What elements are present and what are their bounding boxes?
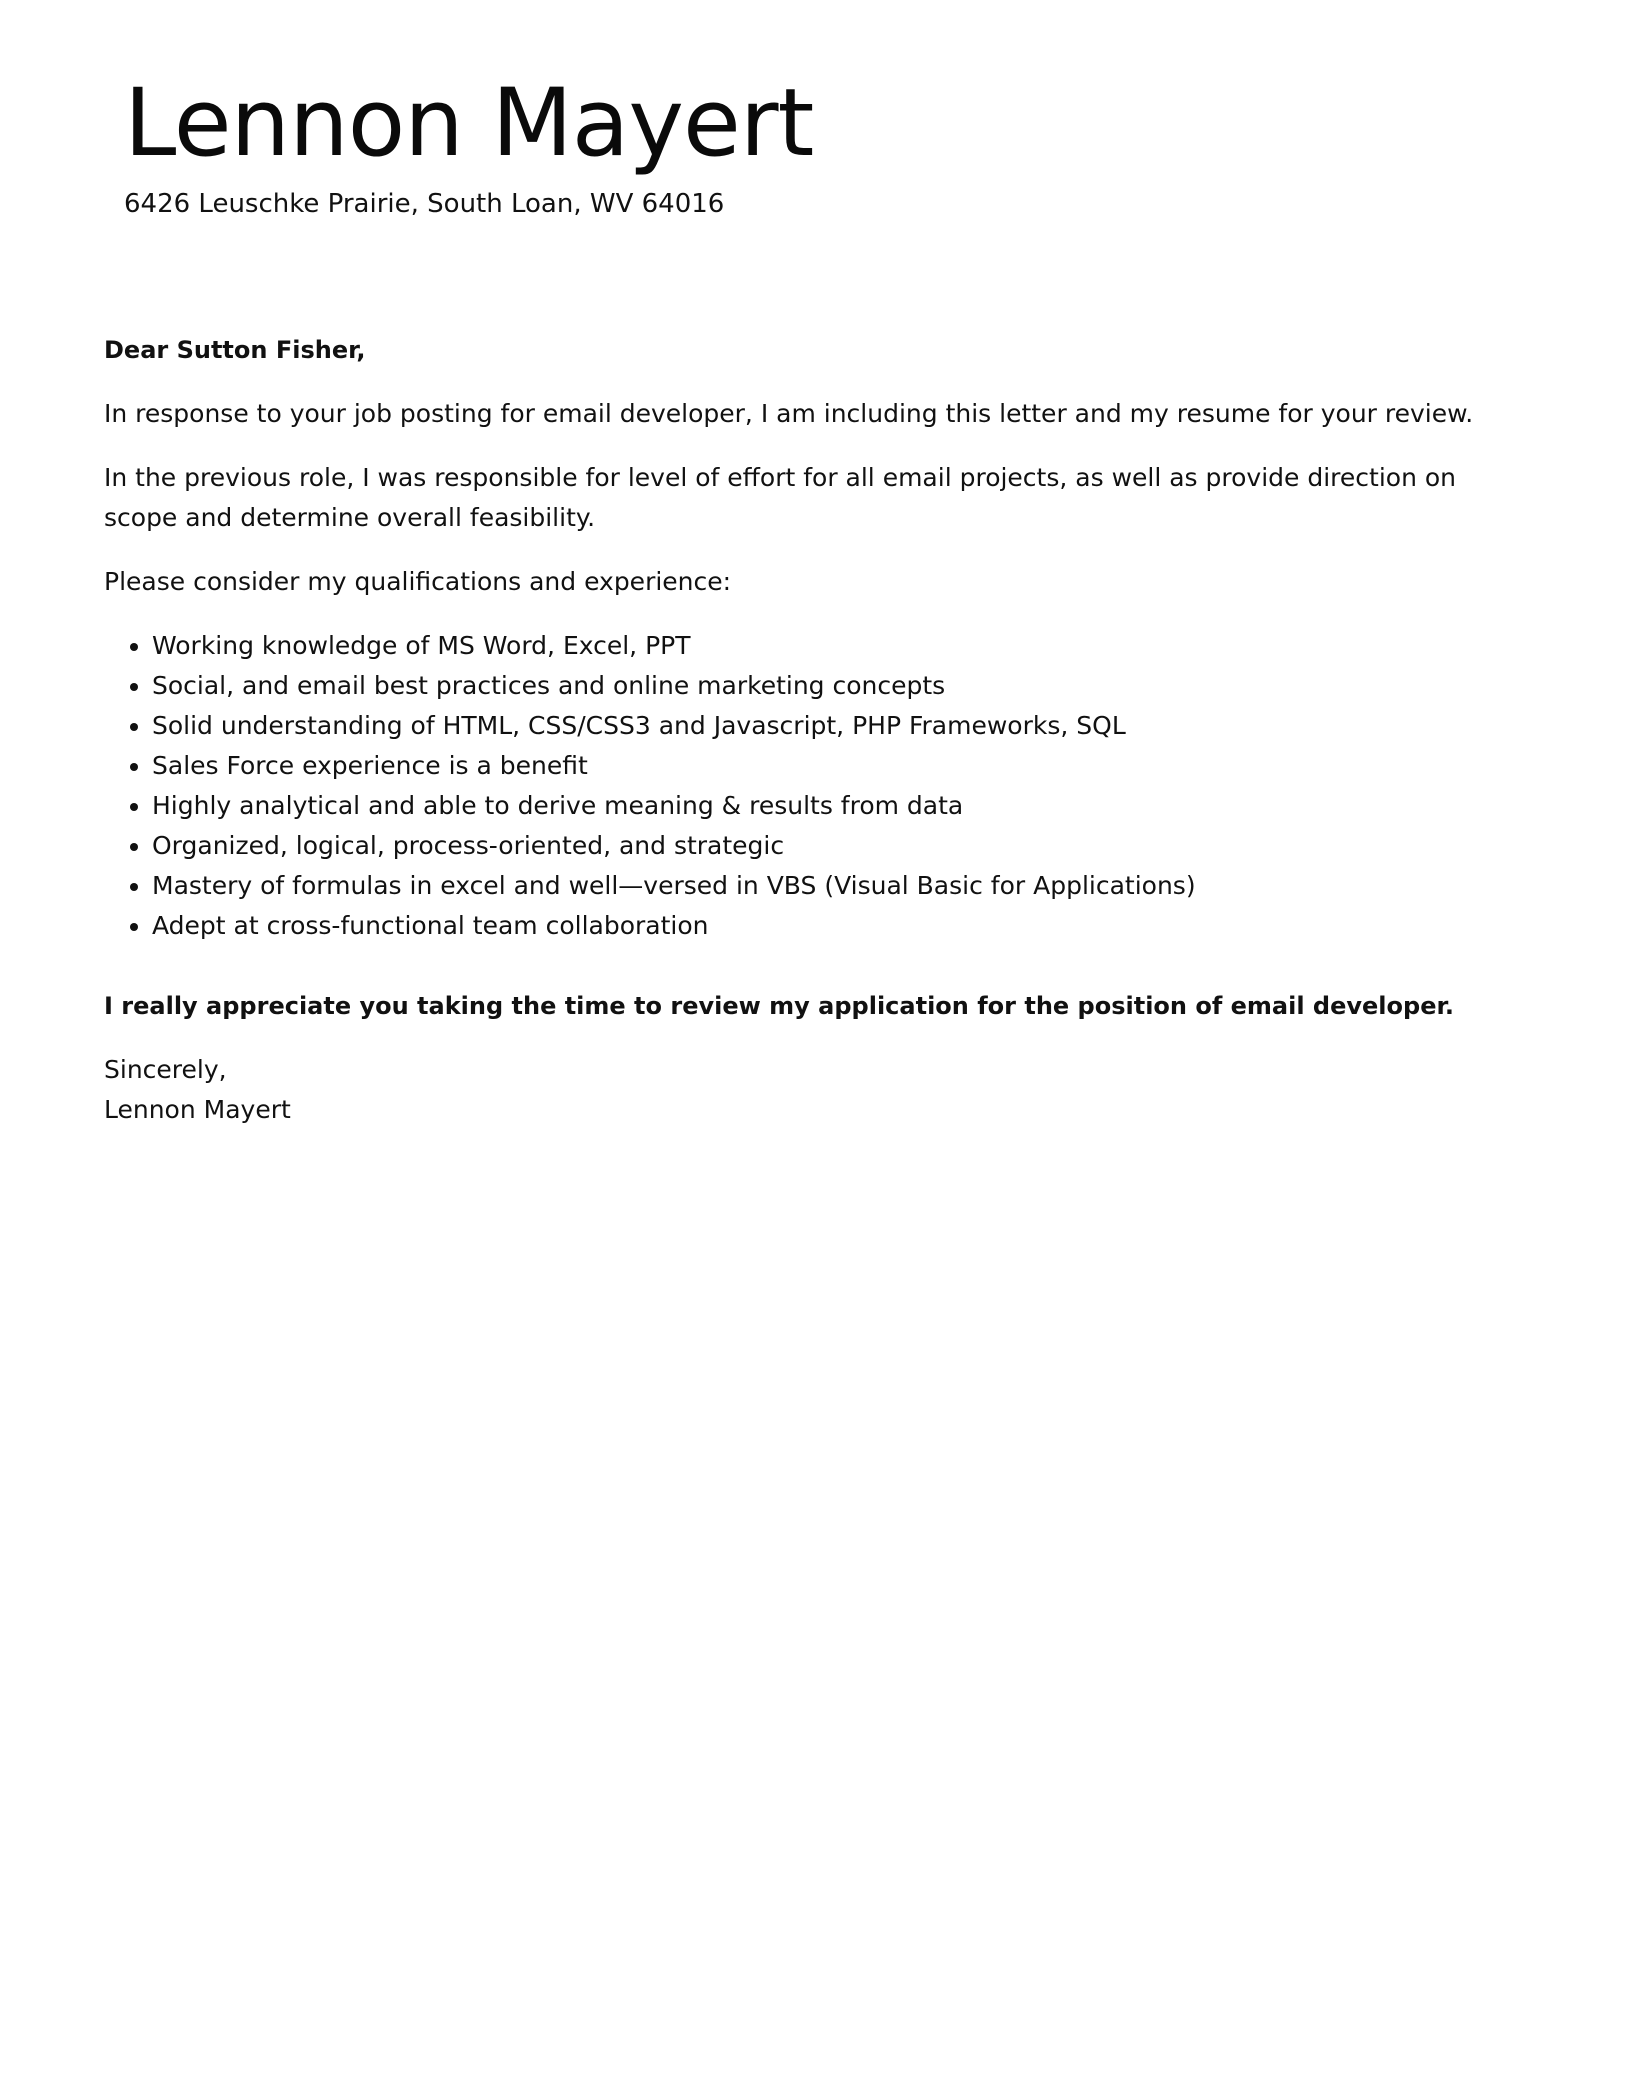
salutation: Dear Sutton Fisher, — [104, 336, 366, 364]
list-item: • Sales Force experience is a benefit — [152, 746, 1524, 786]
signoff-block — [104, 1050, 1524, 1130]
letter-header — [124, 69, 814, 220]
letter-body — [104, 330, 1524, 1154]
list-item: • Organized, logical, process-oriented, and strategic — [152, 826, 1524, 866]
qualifications-intro: Please consider my qualifications and experience: — [104, 567, 732, 596]
sender-name: Lennon Mayert — [124, 69, 814, 178]
list-item: • Adept at cross-functional team collaboration — [152, 906, 1524, 946]
signature: Lennon Mayert — [104, 1095, 291, 1124]
sender-address: 6426 Leuschke Prairie, South Loan, WV 64016 — [124, 189, 725, 220]
list-item: • Working knowledge of MS Word, Excel, PPT — [152, 626, 1524, 666]
list-item: • Mastery of formulas in excel and well—versed in VBS (Visual Basic for Applications) — [152, 866, 1524, 906]
closing-line: I really appreciate you taking the time to review my application for the position of email developer. — [104, 992, 1454, 1020]
list-item: • Social, and email best practices and online marketing concepts — [152, 666, 1524, 706]
list-item: • Highly analytical and able to derive meaning & results from data — [152, 786, 1524, 826]
list-item: • Solid understanding of HTML, CSS/CSS3 and Javascript, PHP Frameworks, SQL — [152, 706, 1524, 746]
intro-paragraph: In response to your job posting for email developer, I am including this letter and my resume for your review. — [104, 399, 1474, 428]
qualifications-list — [104, 626, 1524, 946]
experience-paragraph: In the previous role, I was responsible for level of effort for all email projects, as well as provide direction on scope and determine overall feasibility. — [104, 463, 1457, 532]
signoff: Sincerely, — [104, 1055, 227, 1084]
